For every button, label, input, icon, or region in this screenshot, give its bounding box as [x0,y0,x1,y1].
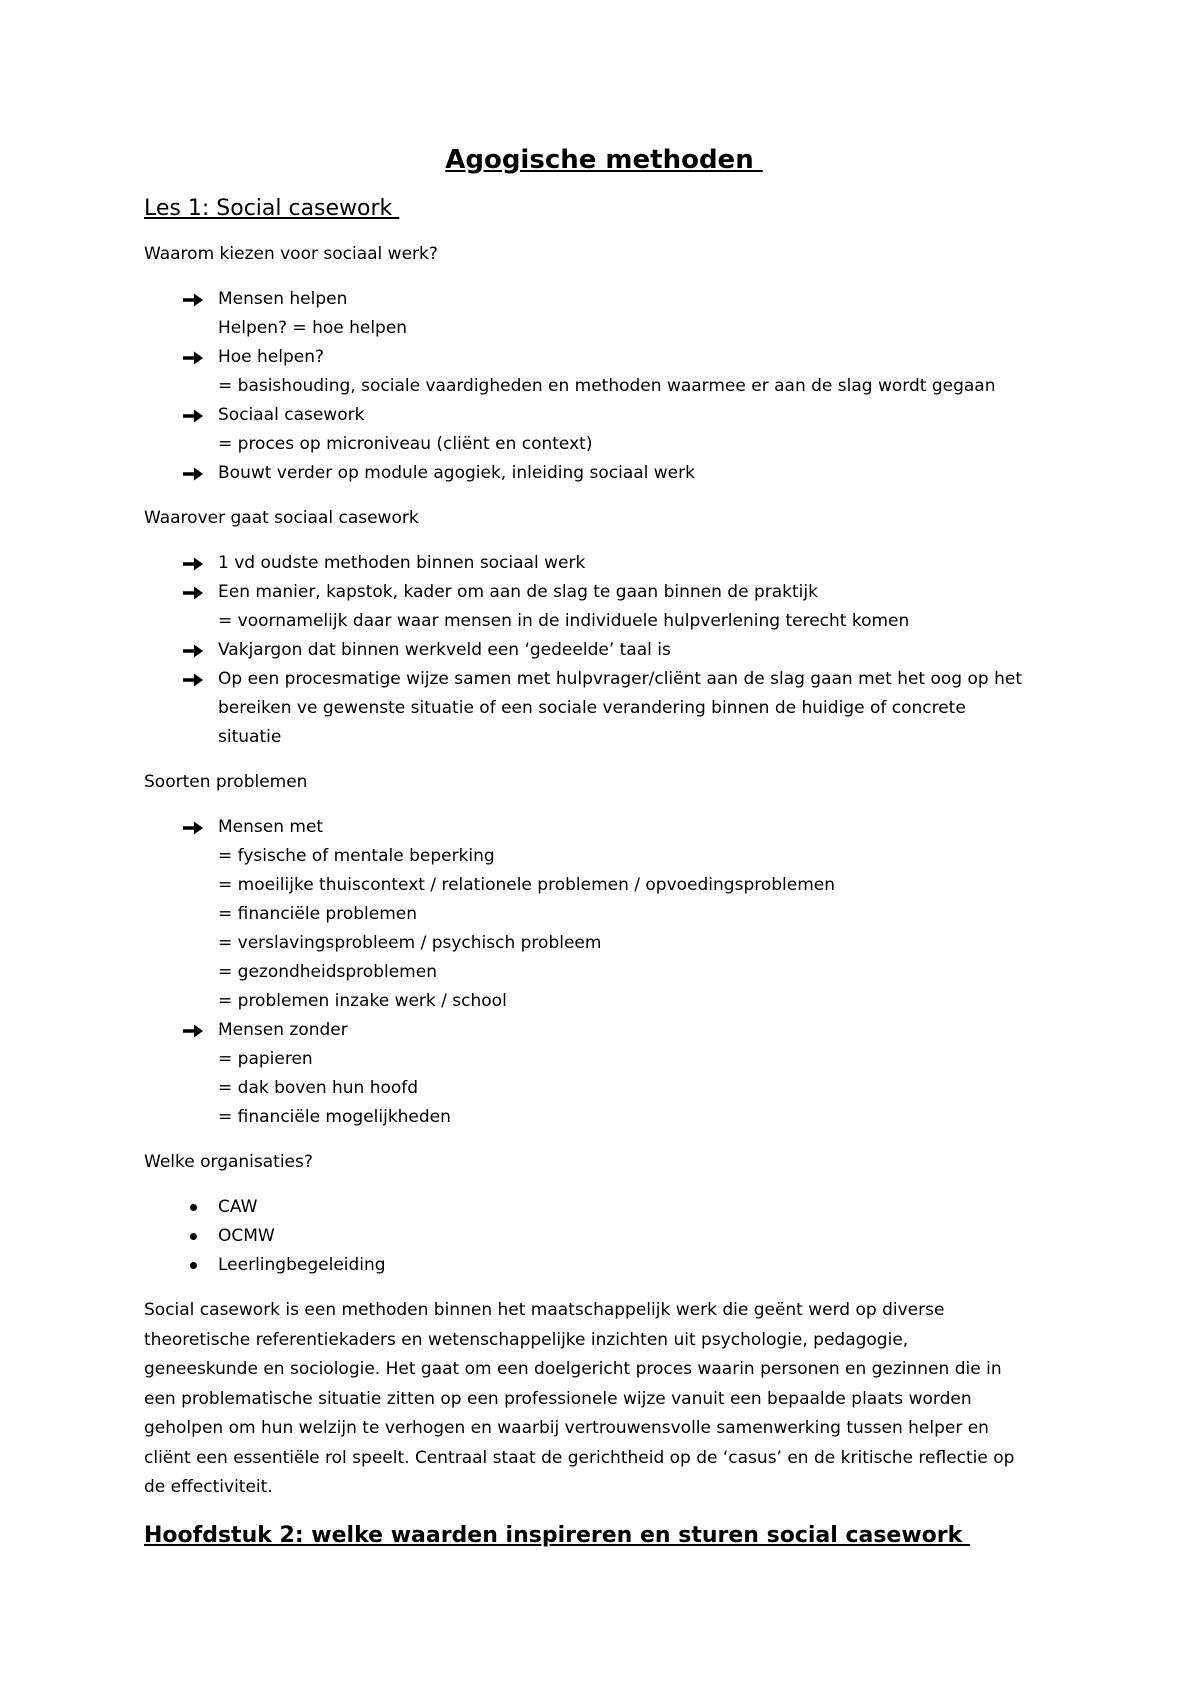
arrow-right-icon [182,636,206,665]
arrow-right-icon [182,401,206,430]
list-item-line: = papieren [218,1049,313,1069]
list-item-line: bereiken ve gewenste situatie of een sociale verandering binnen de huidige of concrete [218,698,966,718]
list-item-line: = dak boven hun hoofd [218,1078,419,1098]
list-item [144,343,1064,401]
list-item-text: Leerlingbegeleiding [218,1255,386,1275]
arrow-right-icon [182,343,206,372]
list-item [144,813,1064,1016]
list-item-line: = moeilijke thuiscontext / relationele problemen / opvoedingsproblemen [218,875,836,895]
list-item-text: CAW [218,1197,258,1217]
paragraph-line: geholpen om hun welzijn te verhogen en waarbij vertrouwensvolle samenwerking tussen helper en [144,1418,989,1438]
list-item [144,636,1064,665]
list-item-line: = problemen inzake werk / school [218,991,507,1011]
paragraph-line: theoretische referentiekaders en wetenschappelijke inzichten uit psychologie, pedagogie, [144,1329,909,1350]
list-item [144,401,1064,459]
document-title: Agogische methoden [445,145,763,175]
list-item [144,1222,1064,1251]
arrow-right-icon [182,813,206,842]
list-item-line: Vakjargon dat binnen werkveld een ‘gedeelde’ taal is [218,640,671,660]
list-item [144,1193,1064,1222]
list-item-line: Op een procesmatige wijze samen met hulpvrager/cliënt aan de slag gaan met het oog op het [218,669,1022,689]
arrow-list [144,285,1064,488]
section-question: Waarom kiezen voor sociaal werk? [144,244,438,264]
list-item [144,1251,1064,1280]
arrow-list [144,549,1064,752]
list-item [144,1016,1064,1132]
list-item-line: = basishouding, sociale vaardigheden en methoden waarmee er aan de slag wordt gegaan [218,376,996,396]
list-item-line: = fysische of mentale beperking [218,846,495,866]
paragraph-line: Social casework is een methoden binnen het maatschappelijk werk die geënt werd op diverse [144,1300,945,1320]
list-item [144,549,1064,578]
list-item-line: Hoe helpen? [218,347,325,367]
list-item-line: Mensen helpen [218,289,348,309]
bullet-icon [186,1251,200,1280]
list-item-text: OCMW [218,1226,275,1246]
bullet-icon [186,1222,200,1251]
list-item-line: = gezondheidsproblemen [218,962,437,982]
arrow-right-icon [182,549,206,578]
lesson-heading: Les 1: Social casework [144,196,400,221]
list-item-line: Mensen zonder [218,1020,348,1040]
arrow-right-icon [182,665,206,694]
list-item [144,578,1064,636]
list-item [144,665,1064,752]
list-item-line: Een manier, kapstok, kader om aan de slag te gaan binnen de praktijk [218,582,818,602]
list-item-line: = voornamelijk daar waar mensen in de individuele hulpverlening terecht komen [218,611,910,631]
list-item-line: = financiële problemen [218,904,418,924]
paragraph-line: cliënt een essentiële rol speelt. Centraal staat de gerichtheid op de ‘casus’ en de kritische reflectie op [144,1447,1015,1468]
list-item-line: Helpen? = hoe helpen [218,318,408,338]
list-item-line: 1 vd oudste methoden binnen sociaal werk [218,553,586,573]
paragraph-line: geneeskunde en sociologie. Het gaat om een doelgericht proces waarin personen en gezinnen die in [144,1359,1002,1379]
list-item-line: Mensen met [218,817,324,837]
list-item-line: = financiële mogelijkheden [218,1107,451,1127]
summary-paragraph [144,1296,1064,1503]
section-question: Welke organisaties? [144,1152,313,1172]
bullet-icon [186,1193,200,1222]
section-question: Soorten problemen [144,772,308,792]
list-item-line: = verslavingsprobleem / psychisch probleem [218,933,602,953]
paragraph-line: een problematische situatie zitten op een professionele wijze vanuit een bepaalde plaats worden [144,1388,972,1409]
arrow-right-icon [182,459,206,488]
section-question: Waarover gaat sociaal casework [144,508,419,528]
list-item [144,285,1064,343]
list-item [144,459,1064,488]
bullet-list [144,1193,1064,1280]
list-item-line: Sociaal casework [218,405,365,425]
chapter-heading: Hoofdstuk 2: welke waarden inspireren en sturen social casework [144,1522,970,1548]
paragraph-line: de effectiviteit. [144,1477,273,1497]
list-item-line: = proces op microniveau (cliënt en context) [218,434,593,454]
arrow-list [144,813,1064,1132]
arrow-right-icon [182,1016,206,1045]
list-item-line: Bouwt verder op module agogiek, inleiding sociaal werk [218,463,695,483]
arrow-right-icon [182,285,206,314]
document-page [144,140,1064,1553]
arrow-right-icon [182,578,206,607]
list-item-line: situatie [218,727,282,747]
